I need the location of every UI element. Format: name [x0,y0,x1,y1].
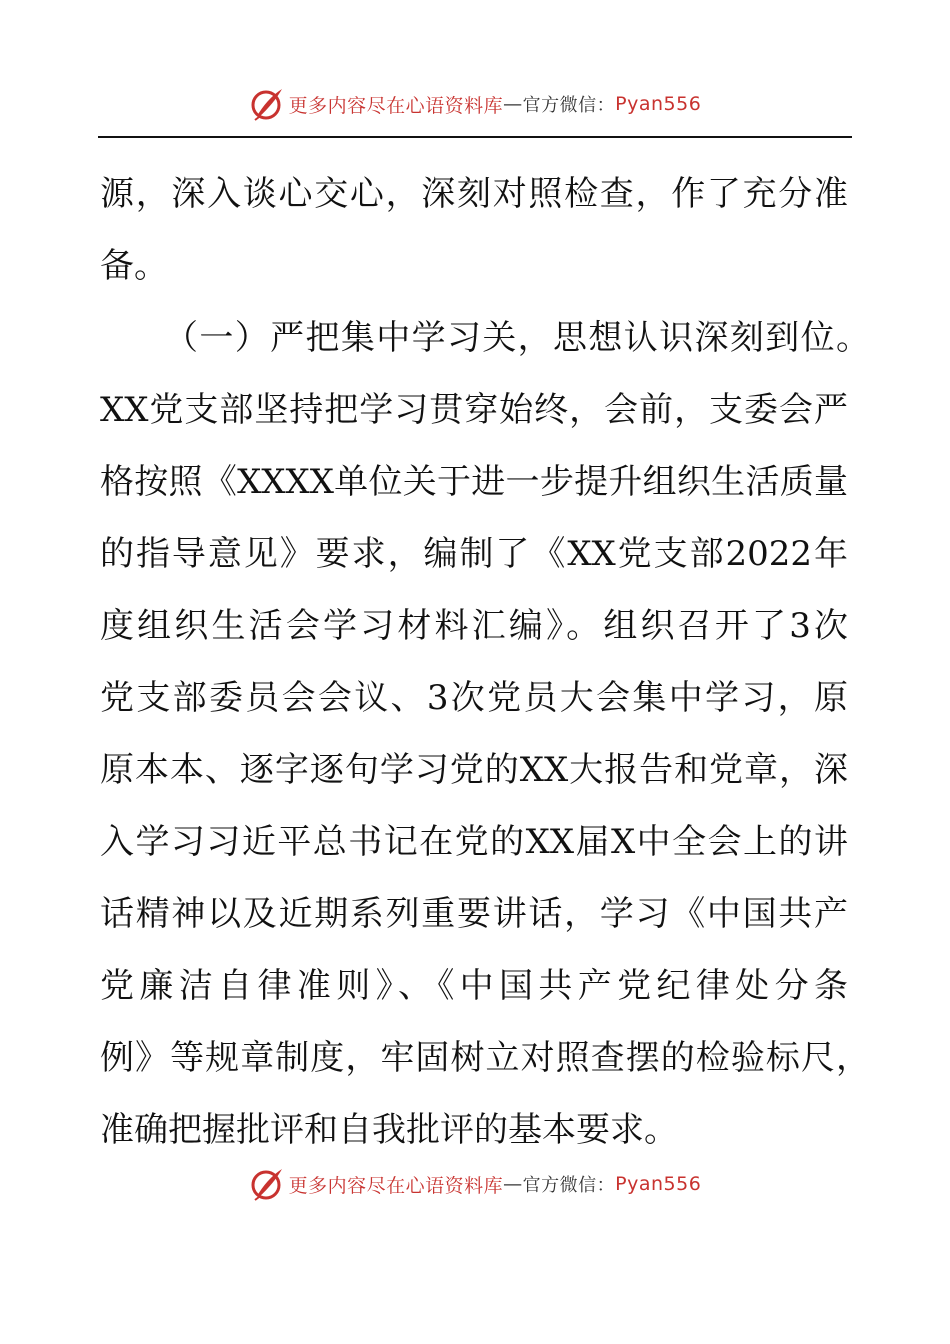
header-divider [98,136,852,138]
banner-wechat-label: 官方微信： [522,1175,616,1196]
quill-pen-logo-icon [249,86,285,122]
document-body [100,158,870,1166]
body-line: 度组织生活会学习材料汇编》。组织召开了3次 [100,606,848,646]
body-line: 格按照《XXXX单位关于进一步提升组织生活质量 [100,462,848,502]
banner-site-text: 更多内容尽在心语资料库 [288,94,504,117]
banner-site-text: 更多内容尽在心语资料库 [288,1174,504,1197]
header-banner [0,84,950,124]
body-line: 党支部委员会会议、3次党员大会集中学习，原 [100,678,848,718]
banner-wechat-label: 官方微信： [522,95,616,116]
body-line: 备。 [100,246,168,286]
banner-wechat-id: Pyan556 [615,1173,702,1195]
banner-separator: — [503,93,523,115]
body-line: XX党支部坚持把学习贯穿始终，会前，支委会严 [100,390,848,430]
body-line: 的指导意见》要求，编制了《XX党支部2022年 [100,534,848,574]
body-line: 党廉洁自律准则》、《中国共产党纪律处分条 [100,966,848,1006]
section-heading: （一）严把集中学习关，思想认识深刻到位。 [164,318,870,358]
quill-pen-logo-icon [249,1166,285,1202]
body-line: 源，深入谈心交心，深刻对照检查，作了充分准 [100,174,848,214]
body-line: 准确把握批评和自我批评的基本要求。 [100,1110,678,1150]
banner-separator: — [503,1173,523,1195]
footer-banner [0,1164,950,1204]
body-line: 原本本、逐字逐句学习党的XX大报告和党章，深 [100,750,848,790]
banner-wechat-id: Pyan556 [615,93,702,115]
body-line: 例》等规章制度，牢固树立对照查摆的检验标尺， [100,1038,870,1078]
body-line: 话精神以及近期系列重要讲话，学习《中国共产 [100,894,848,934]
body-line: 入学习习近平总书记在党的XX届X中全会上的讲 [100,822,848,862]
